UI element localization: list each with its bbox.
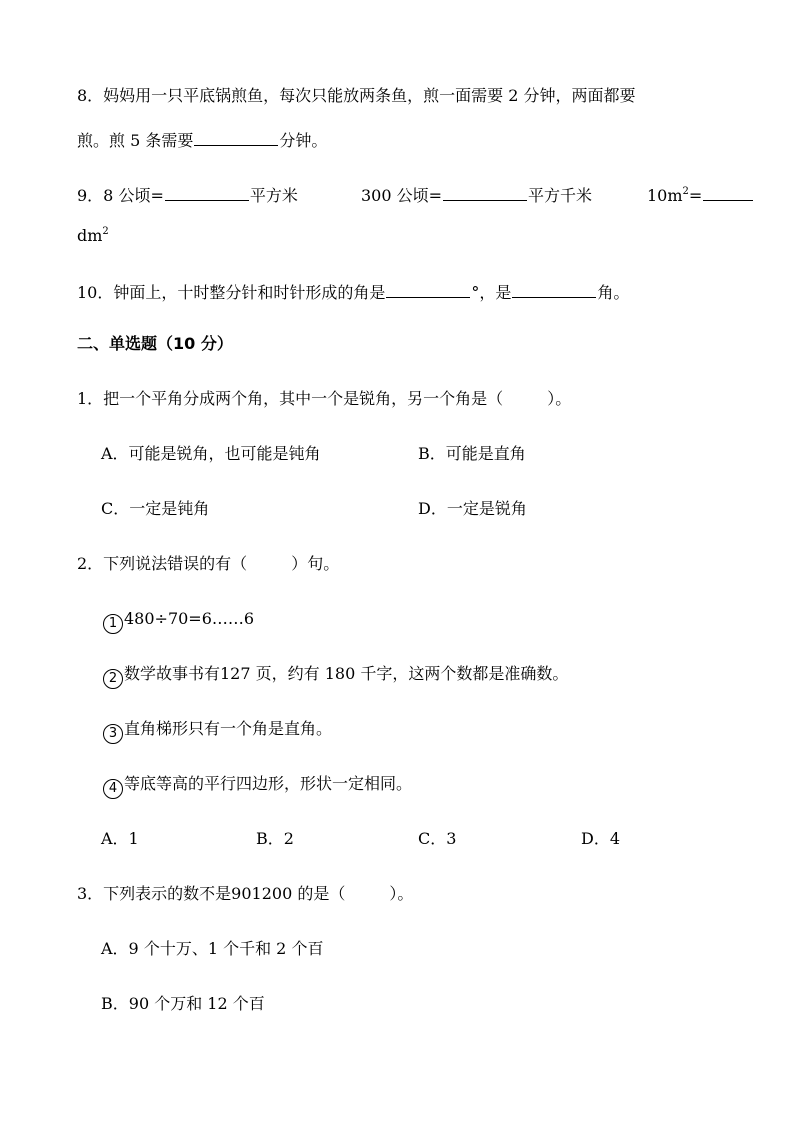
q9-blank-3[interactable] <box>703 186 753 201</box>
q10-line <box>77 283 629 301</box>
q10-blank-1[interactable] <box>386 283 470 298</box>
mc2-statement-4-text: 等底等高的平行四边形，形状一定相同。 <box>124 774 413 793</box>
mc2-statement-1 <box>103 611 254 634</box>
q8-line1 <box>77 88 636 104</box>
circled-number-2: 2 <box>103 669 123 689</box>
mc1-stem-pre: 1．把一个平角分成两个角，其中一个是锐角，另一个角是（ <box>77 389 504 408</box>
mc2-statement-2-text: 数学故事书有127 页，约有 180 千字，这两个数都是准确数。 <box>124 664 569 683</box>
mc2-statement-3-text: 直角梯形只有一个角是直角。 <box>124 719 333 738</box>
q10-blank-2[interactable] <box>512 283 596 298</box>
mc3-stem-pre: 3．下列表示的数不是901200 的是（ <box>77 884 346 903</box>
mc1-option-b[interactable]: B．可能是直角 <box>418 444 526 463</box>
mc2-option-d[interactable]: D．4 <box>581 829 621 848</box>
q9-unit: dm <box>77 226 103 245</box>
q9-part2-pre: 300 公顷= <box>361 186 443 205</box>
q10-mid: °，是 <box>471 283 512 302</box>
mc1-stem-post: ）。 <box>547 389 572 408</box>
mc2-option-b[interactable]: B．2 <box>256 829 294 848</box>
mc2-stem-post: ）句。 <box>291 554 340 573</box>
q9-blank-1[interactable] <box>165 186 249 201</box>
circled-number-4: 4 <box>103 779 123 799</box>
q9-part3-pre: 10m <box>647 186 683 205</box>
mc1-stem <box>77 391 571 407</box>
mc2-option-a[interactable]: A．1 <box>101 829 139 848</box>
q8-line2-post: 分钟。 <box>279 131 328 150</box>
q9-part3-sup: 2 <box>682 186 689 197</box>
q9-part2-post: 平方千米 <box>528 186 593 205</box>
q9-line <box>77 186 298 204</box>
mc2-statement-3 <box>103 721 332 744</box>
q9-part3-eq: = <box>688 186 703 205</box>
q8-answer-blank[interactable] <box>194 131 278 146</box>
q9-unit-sup: 2 <box>102 226 109 237</box>
mc1-option-d[interactable]: D．一定是锐角 <box>418 499 527 518</box>
q9-part1-pre: 9．8 公顷= <box>77 186 164 205</box>
q9-part3 <box>647 186 754 204</box>
circled-number-3: 3 <box>103 724 123 744</box>
q10-post: 角。 <box>597 283 630 302</box>
q8-line1-text: 8．妈妈用一只平底锅煎鱼，每次只能放两条鱼，煎一面需要 2 分钟，两面都要 <box>77 86 636 105</box>
section-heading: 二、单选题（10 分） <box>77 334 233 353</box>
q9-blank-2[interactable] <box>443 186 527 201</box>
mc1-option-c[interactable]: C．一定是钝角 <box>101 499 210 518</box>
q9-part2 <box>361 186 592 204</box>
mc1-option-a[interactable]: A．可能是锐角，也可能是钝角 <box>101 444 321 463</box>
mc2-option-c[interactable]: C．3 <box>418 829 457 848</box>
mc3-option-a[interactable]: A．9 个十万、1 个千和 2 个百 <box>101 939 324 958</box>
q8-line2-pre: 煎。煎 5 条需要 <box>77 131 194 150</box>
mc2-statement-1-text: 480÷70=6……6 <box>124 609 255 628</box>
q10-pre: 10．钟面上，十时整分针和时针形成的角是 <box>77 283 386 302</box>
q8-line2 <box>77 131 327 149</box>
circled-number-1: 1 <box>103 614 123 634</box>
mc2-stem <box>77 556 339 572</box>
mc3-option-b[interactable]: B．90 个万和 12 个百 <box>101 994 265 1013</box>
mc2-statement-2 <box>103 666 568 689</box>
mc3-stem-post: ）。 <box>389 884 414 903</box>
mc2-statement-4 <box>103 776 412 799</box>
mc2-stem-pre: 2．下列说法错误的有（ <box>77 554 248 573</box>
q9-unit-line <box>77 228 109 244</box>
q9-part1-post: 平方米 <box>249 186 298 205</box>
mc3-stem <box>77 886 413 902</box>
